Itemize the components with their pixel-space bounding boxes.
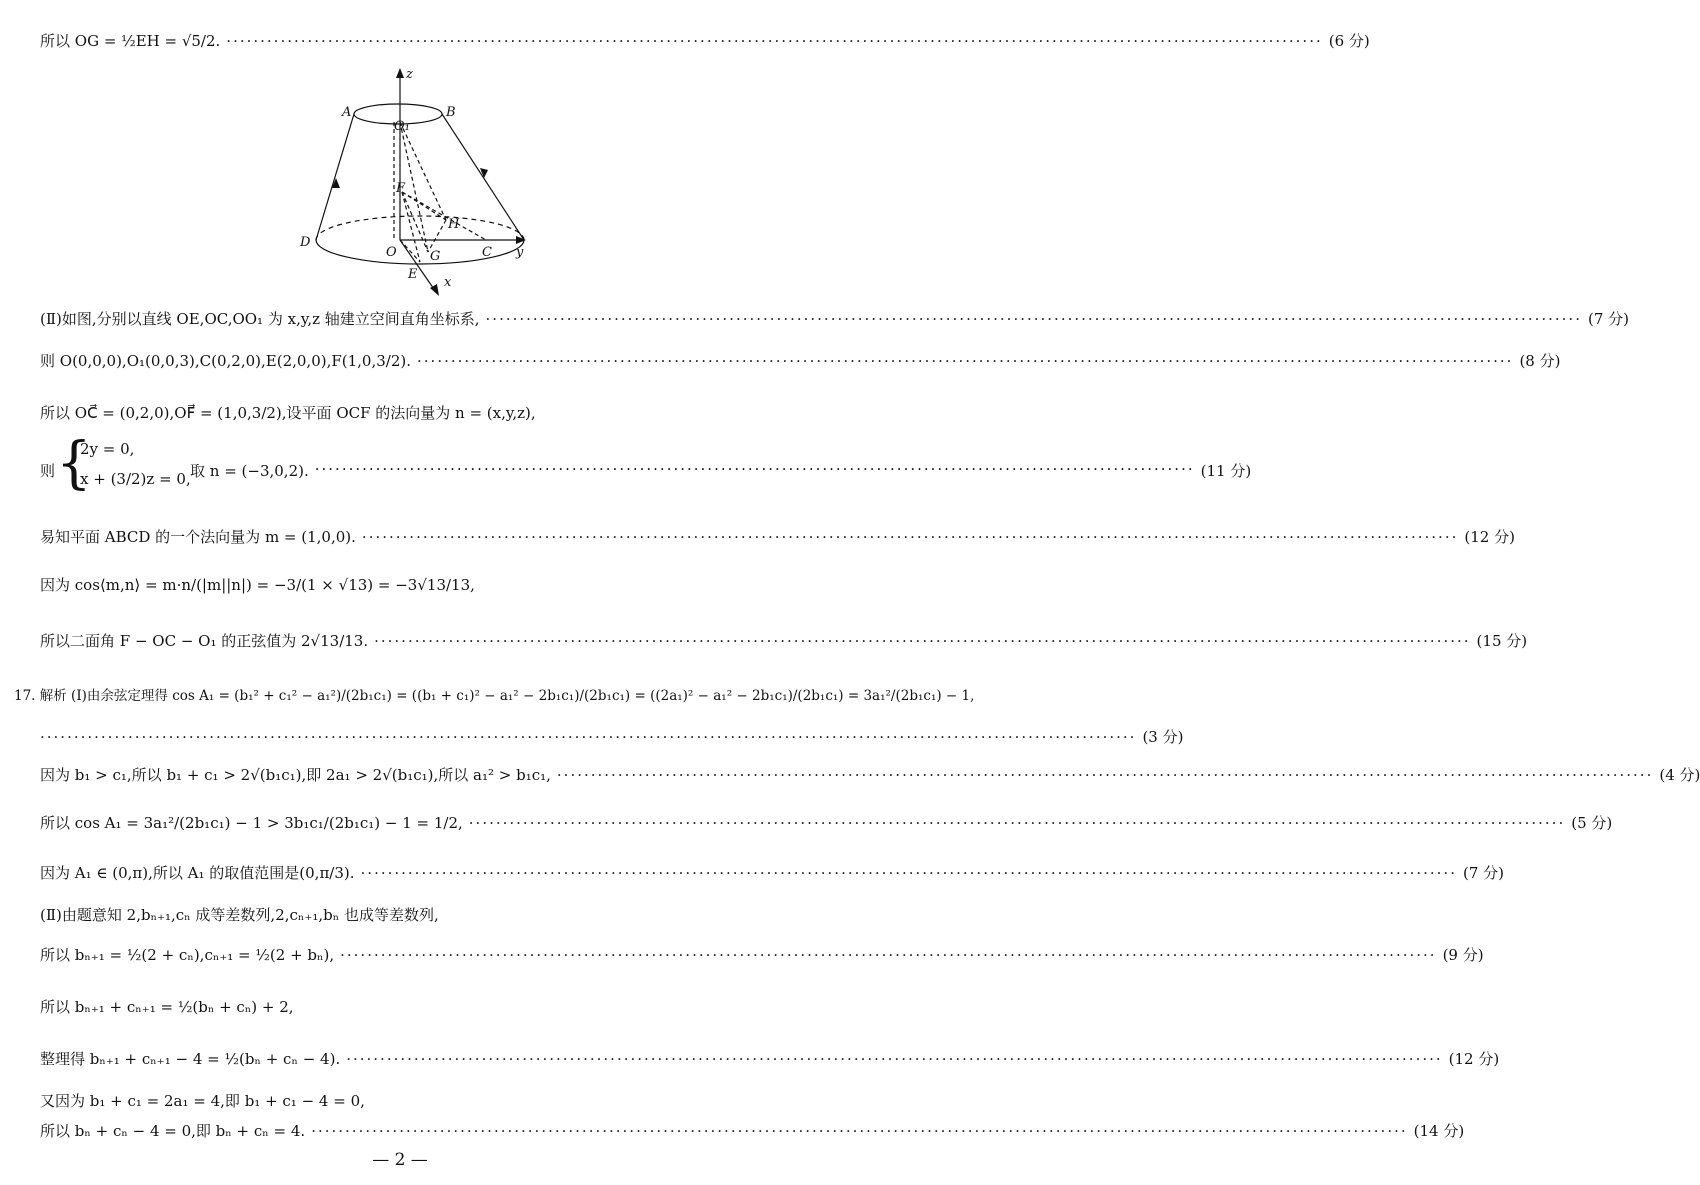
solution-line: [14, 684, 975, 704]
brace-symbol: {: [56, 431, 92, 496]
line-text: 因为 b₁ > c₁,所以 b₁ + c₁ > 2√(b₁c₁),即 2a₁ > 2√(b₁c₁),所以 a₁² > b₁c₁,: [40, 766, 551, 784]
leader-dots: [469, 814, 1565, 832]
score-label: (4 分): [1659, 766, 1700, 784]
page-number: — 2 —: [372, 1150, 428, 1170]
label-z: z: [406, 67, 413, 82]
system-prefix: 则: [40, 462, 56, 480]
solution-line: [40, 402, 782, 423]
line-text: 则 O(0,0,0),O₁(0,0,3),C(0,2,0),E(2,0,0),F(1,0,3/2).: [40, 352, 412, 370]
leader-dots: [361, 864, 1457, 882]
line-text: 所以 cos A₁ = 3a₁²/(2b₁c₁) − 1 > 3b₁c₁/(2b₁c₁) − 1 = 1/2,: [40, 814, 463, 832]
solution-line: [40, 1090, 782, 1111]
score-label: (3 分): [1142, 728, 1184, 746]
leader-dots: [374, 632, 1470, 650]
line-text: 因为 A₁ ∈ (0,π),所以 A₁ 的取值范围是(0,π/3).: [40, 864, 355, 882]
label-d: D: [300, 235, 311, 250]
line-text: 又因为 b₁ + c₁ = 2a₁ = 4,即 b₁ + c₁ − 4 = 0,: [40, 1092, 365, 1110]
score-label: (14 分): [1413, 1122, 1465, 1140]
line-text: (Ⅱ)由题意知 2,bₙ₊₁,cₙ 成等差数列,2,cₙ₊₁,bₙ 也成等差数列,: [40, 906, 439, 924]
equation-system: [40, 431, 1252, 500]
solution-line: [40, 1120, 1465, 1141]
solution-line: [40, 944, 1484, 965]
label-a: A: [342, 105, 352, 120]
solution-line: [40, 726, 1184, 747]
leader-dots: [226, 32, 1322, 50]
solution-line: [40, 904, 782, 925]
line-text: 17. 解析 (Ⅰ)由余弦定理得 cos A₁ = (b₁² + c₁² − a₁²)/(2b₁c₁) = ((b₁ + c₁)² − a₁² − 2b₁c₁)/(2b₁c₁) = ((2a₁)² − a₁² − 2b₁c₁)/(2b₁c₁) = 3a₁²/(2b₁c₁) − 1,: [14, 688, 975, 704]
solution-line: [40, 574, 782, 595]
line-text: 所以 OG = ½EH = √5/2.: [40, 32, 221, 50]
frustum-figure: [296, 66, 536, 296]
line-text: 易知平面 ABCD 的一个法向量为 m = (1,0,0).: [40, 528, 356, 546]
label-x: x: [444, 275, 452, 290]
y-axis-arrow: [516, 236, 526, 244]
score-label: (7 分): [1462, 864, 1504, 882]
solution-line: [40, 862, 1504, 883]
label-e: E: [408, 267, 418, 282]
score-label: (12 分): [1448, 1050, 1500, 1068]
score-label: (5 分): [1571, 814, 1613, 832]
f-to-c: [402, 192, 486, 240]
score-label: (11 分): [1200, 462, 1252, 480]
label-c: C: [482, 245, 492, 260]
solution-line: [40, 812, 1613, 833]
solution-line: [40, 30, 1370, 51]
line-text: 因为 cos⟨m,n⟩ = m·n/(|m||n|) = −3/(1 × √13) = −3√13/13,: [40, 576, 475, 594]
score-label: (8 分): [1519, 352, 1561, 370]
h-to-g: [428, 220, 446, 252]
side-arrow-right: [480, 168, 488, 178]
solution-line: [40, 308, 1629, 329]
label-o: O: [386, 245, 397, 260]
label-b: B: [446, 105, 456, 120]
line-text: 整理得 bₙ₊₁ + cₙ₊₁ − 4 = ½(bₙ + cₙ − 4).: [40, 1050, 341, 1068]
line-text: 所以 bₙ₊₁ + cₙ₊₁ = ½(bₙ + cₙ) + 2,: [40, 998, 294, 1016]
leader-dots: [417, 352, 1513, 370]
solution-line: [40, 526, 1515, 547]
line-text: 所以 OC⃗ = (0,2,0),OF⃗ = (1,0,3/2),设平面 OCF 的法向量为 n = (x,y,z),: [40, 404, 536, 422]
solution-line: [40, 1048, 1500, 1069]
line-text: (Ⅱ)如图,分别以直线 OE,OC,OO₁ 为 x,y,z 轴建立空间直角坐标系,: [40, 310, 480, 328]
solution-line: [40, 630, 1528, 651]
solution-line: [40, 996, 782, 1017]
score-label: (15 分): [1476, 632, 1528, 650]
solution-line: [40, 764, 1700, 785]
system-rest-text: 取 n = (−3,0,2).: [190, 462, 309, 480]
line-text: 所以 bₙ + cₙ − 4 = 0,即 bₙ + cₙ = 4.: [40, 1122, 306, 1140]
label-y: y: [516, 245, 524, 260]
leader-dots: [340, 946, 1436, 964]
score-label: (6 分): [1328, 32, 1370, 50]
system-equation-2: x + (3/2)z = 0,: [80, 470, 191, 488]
label-g: G: [430, 249, 441, 264]
z-axis-arrow: [396, 68, 404, 78]
side-line-left: [316, 114, 354, 240]
line-text: 所以二面角 F − OC − O₁ 的正弦值为 2√13/13.: [40, 632, 369, 650]
solution-line: [40, 350, 1561, 371]
leader-dots: [40, 728, 1136, 746]
leader-dots: [311, 1122, 1407, 1140]
system-equation-1: 2y = 0,: [80, 440, 135, 458]
score-label: (9 分): [1442, 946, 1484, 964]
leader-dots: [557, 766, 1653, 784]
label-o1: O₁: [394, 119, 410, 134]
score-label: (7 分): [1587, 310, 1629, 328]
leader-dots: [362, 528, 1458, 546]
bottom-ellipse-back: [316, 216, 524, 240]
line-text: 所以 bₙ₊₁ = ½(2 + cₙ),cₙ₊₁ = ½(2 + bₙ),: [40, 946, 335, 964]
score-label: (12 分): [1464, 528, 1515, 546]
label-f: F: [396, 181, 406, 196]
leader-dots: [346, 1050, 1442, 1068]
leader-dots: [315, 460, 1195, 481]
label-h: H: [448, 217, 460, 232]
leader-dots: [486, 310, 1582, 328]
